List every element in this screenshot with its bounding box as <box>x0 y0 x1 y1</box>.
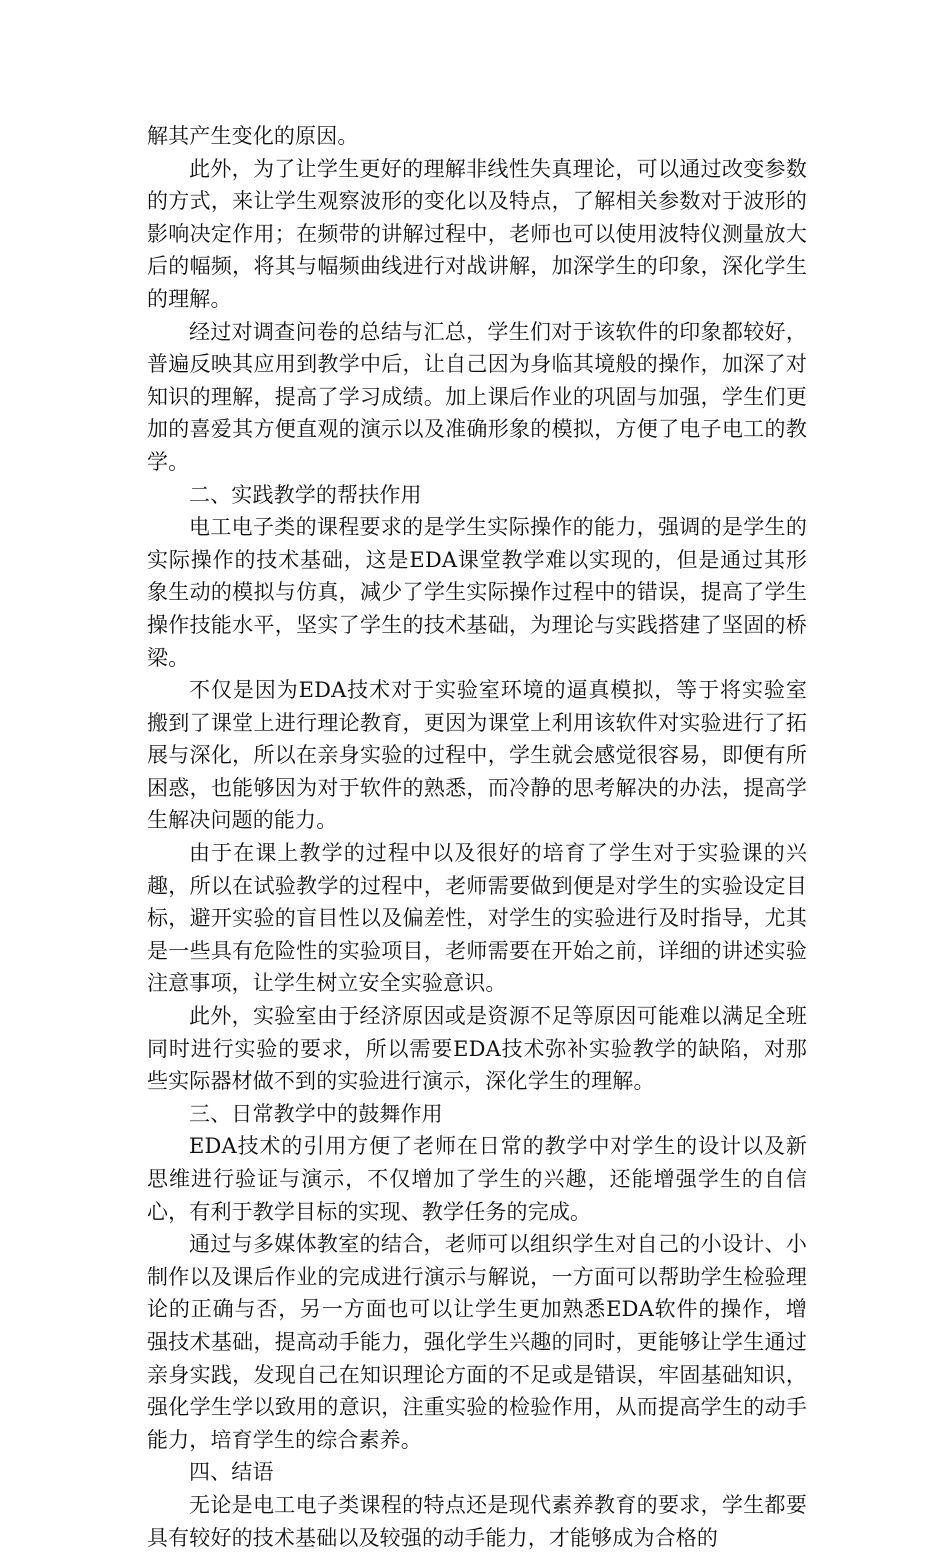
paragraph: 无论是电工电子类课程的特点还是现代素养教育的要求，学生都要具有较好的技术基础以及较强的动手能力，才能够成为合格的 <box>147 1492 807 1550</box>
paragraph-continuation: 解其产生变化的原因。 <box>147 124 359 148</box>
section-heading-3: 三、日常教学中的鼓舞作用 <box>189 1101 443 1126</box>
paragraph: 不仅是因为EDA技术对于实验室环境的逼真模拟，等于将实验室搬到了课堂上进行理论教育，更因为课堂上利用该软件对实验进行了拓展与深化，所以在亲身实验的过程中，学生就会感觉很容易，即便有所困惑，也能够因为对于软件的熟悉，而冷静的思考解决的办法，提高学生解决问题的能力。 <box>147 678 807 833</box>
paragraph: 通过与多媒体教室的结合，老师可以组织学生对自己的小设计、小制作以及课后作业的完成进行演示与解说，一方面可以帮助学生检验理论的正确与否，另一方面也可以让学生更加熟悉EDA软件的操作，增强技术基础，提高动手能力，强化学生兴趣的同时，更能够让学生通过亲身实践，发现自己在知识理论方面的不足或是错误，牢固基础知识，强化学生学以致用的意识，注重实验的检验作用，从而提高学生的动手能力，培育学生的综合素养。 <box>147 1232 807 1452</box>
section-heading-4: 四、结语 <box>189 1460 274 1485</box>
paragraph: 此外，实验室由于经济原因或是资源不足等原因可能难以满足全班同时进行实验的要求，所以需要EDA技术弥补实验教学的缺陷，对那些实际器材做不到的实验进行演示，深化学生的理解。 <box>147 1004 807 1094</box>
paragraph: 此外，为了让学生更好的理解非线性失真理论，可以通过改变参数的方式，来让学生观察波形的变化以及特点，了解相关参数对于波形的影响决定作用；在频带的讲解过程中，老师也可以使用波特仪测量放大后的幅频，将其与幅频曲线进行对战讲解，加深学生的印象，深化学生的理解。 <box>147 156 807 311</box>
paragraph: EDA技术的引用方便了老师在日常的教学中对学生的设计以及新思维进行验证与演示，不仅增加了学生的兴趣，还能增强学生的自信心，有利于教学目标的实现、教学任务的完成。 <box>147 1134 807 1224</box>
paragraph: 电工电子类的课程要求的是学生实际操作的能力，强调的是学生的实际操作的技术基础，这是EDA课堂教学难以实现的，但是通过其形象生动的模拟与仿真，减少了学生实际操作过程中的错误，提高了学生操作技能水平，坚实了学生的技术基础，为理论与实践搭建了坚固的桥梁。 <box>147 515 807 670</box>
document-body <box>147 120 807 1554</box>
paragraph: 经过对调查问卷的总结与汇总，学生们对于该软件的印象都较好，普遍反映其应用到教学中后，让自己因为身临其境般的操作，加深了对知识的理解，提高了学习成绩。加上课后作业的巩固与加强，学生们更加的喜爱其方便直观的演示以及准确形象的模拟，方便了电子电工的教学。 <box>147 319 807 474</box>
section-heading-2: 二、实践教学的帮扶作用 <box>189 482 422 507</box>
paragraph: 由于在课上教学的过程中以及很好的培育了学生对于实验课的兴趣，所以在试验教学的过程中，老师需要做到便是对学生的实验设定目标，避开实验的盲目性以及偏差性，对学生的实验进行及时指导，尤其是一些具有危险性的实验项目，老师需要在开始之前，详细的讲述实验注意事项，让学生树立安全实验意识。 <box>147 841 807 996</box>
